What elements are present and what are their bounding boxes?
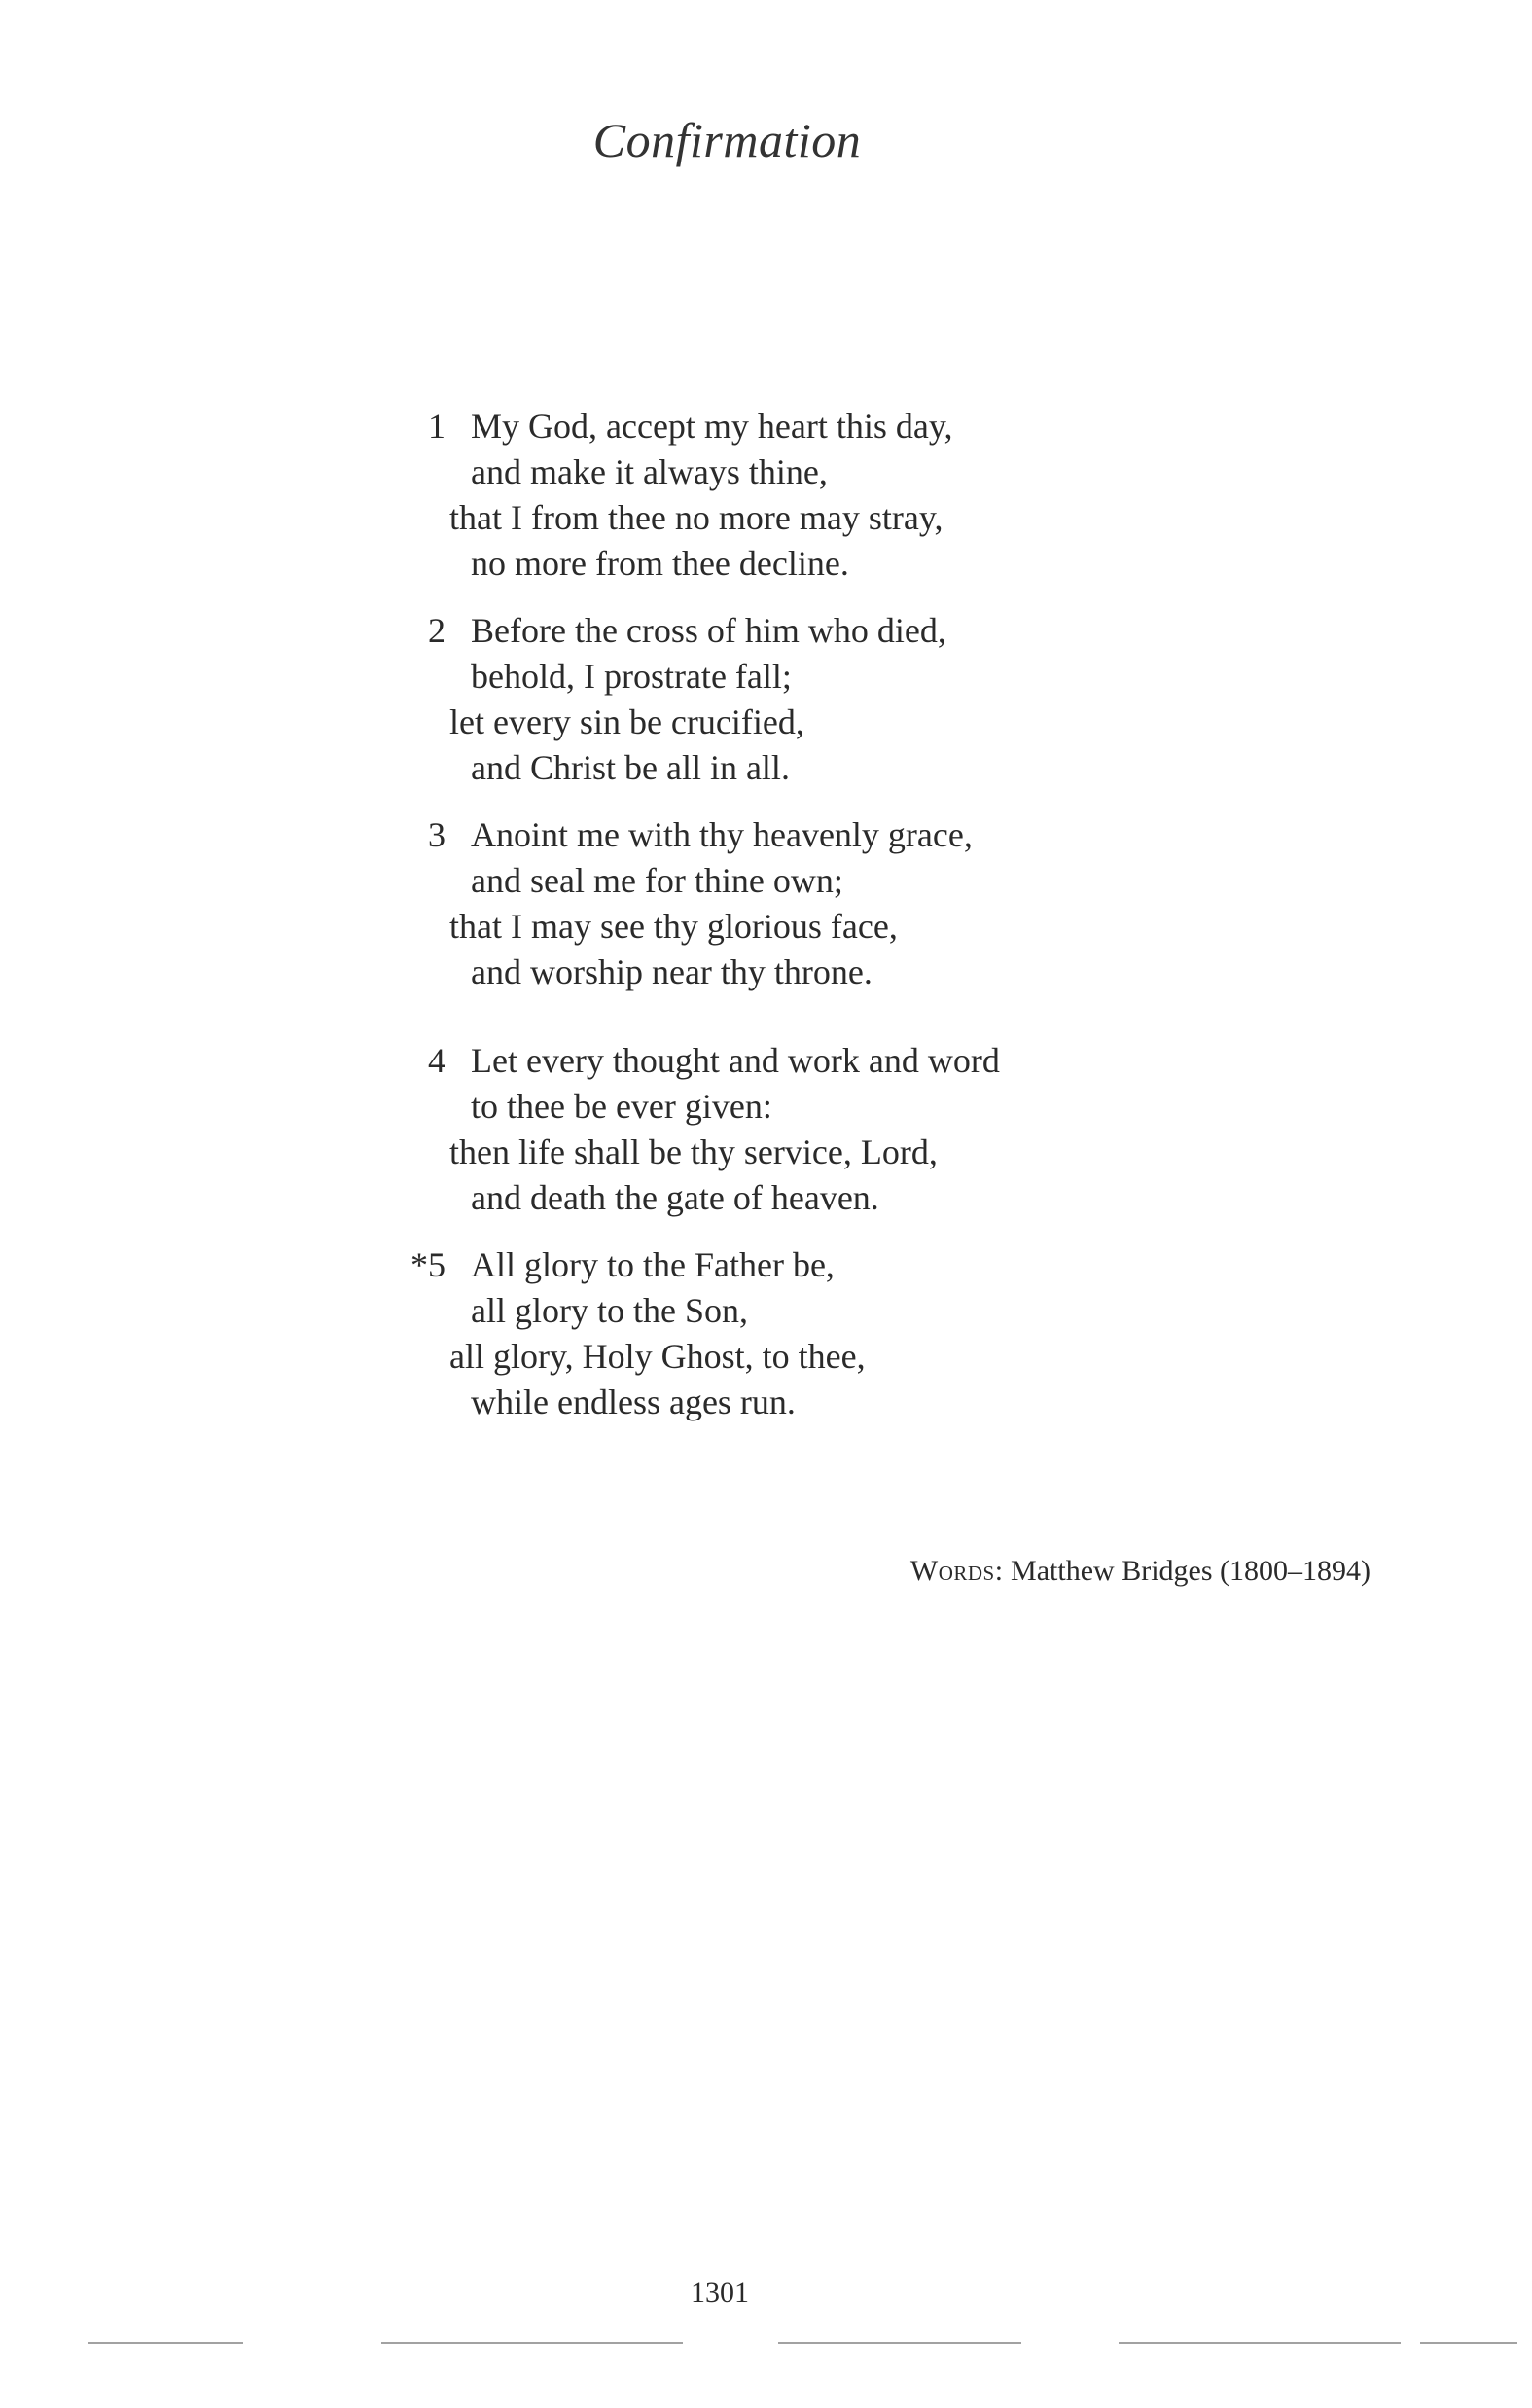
verse-line: let every sin be crucified, [449,702,804,741]
page-number: 1301 [691,2277,749,2309]
verse-line: that I from thee no more may stray, [449,498,944,537]
verse-line: all glory to the Son, [471,1291,748,1330]
footer-rule [1119,2342,1401,2344]
verse-number: 3 [428,815,445,854]
verse-line: and worship near thy throne. [471,952,873,991]
verse-number: *5 [410,1245,445,1284]
footer-rule [1420,2342,1517,2344]
verse-number: 4 [428,1041,445,1080]
hymn-title: Confirmation [592,113,862,167]
verse-line: to thee be ever given: [471,1087,772,1126]
verse-number: 2 [428,611,445,650]
credit-author: Matthew Bridges (1800–1894) [1011,1555,1371,1587]
footer-rule [88,2342,243,2344]
verse-line: and make it always thine, [471,452,828,491]
verse-line: and Christ be all in all. [471,748,790,787]
words-credit [910,1555,1371,1588]
verse-line: Let every thought and work and word [471,1041,1000,1080]
verse-line: Anoint me with thy heavenly grace, [471,815,973,854]
verse-number: 1 [428,407,445,446]
verse-line: Before the cross of him who died, [471,611,946,650]
verse-line: no more from thee decline. [471,544,849,583]
credit-label: Words: [909,1555,1004,1587]
verse-line: while endless ages run. [471,1383,796,1421]
verse-line: then life shall be thy service, Lord, [449,1132,938,1171]
verse-line: behold, I prostrate fall; [471,657,792,696]
verse-line: My God, accept my heart this day, [471,407,953,446]
verse-line: and death the gate of heaven. [471,1178,879,1217]
footer-rule [381,2342,683,2344]
verse-line: All glory to the Father be, [471,1245,835,1284]
verse-line: all glory, Holy Ghost, to thee, [449,1337,866,1376]
verse-line: and seal me for thine own; [471,861,843,900]
verse-line: that I may see thy glorious face, [449,907,898,946]
footer-rule [778,2342,1021,2344]
